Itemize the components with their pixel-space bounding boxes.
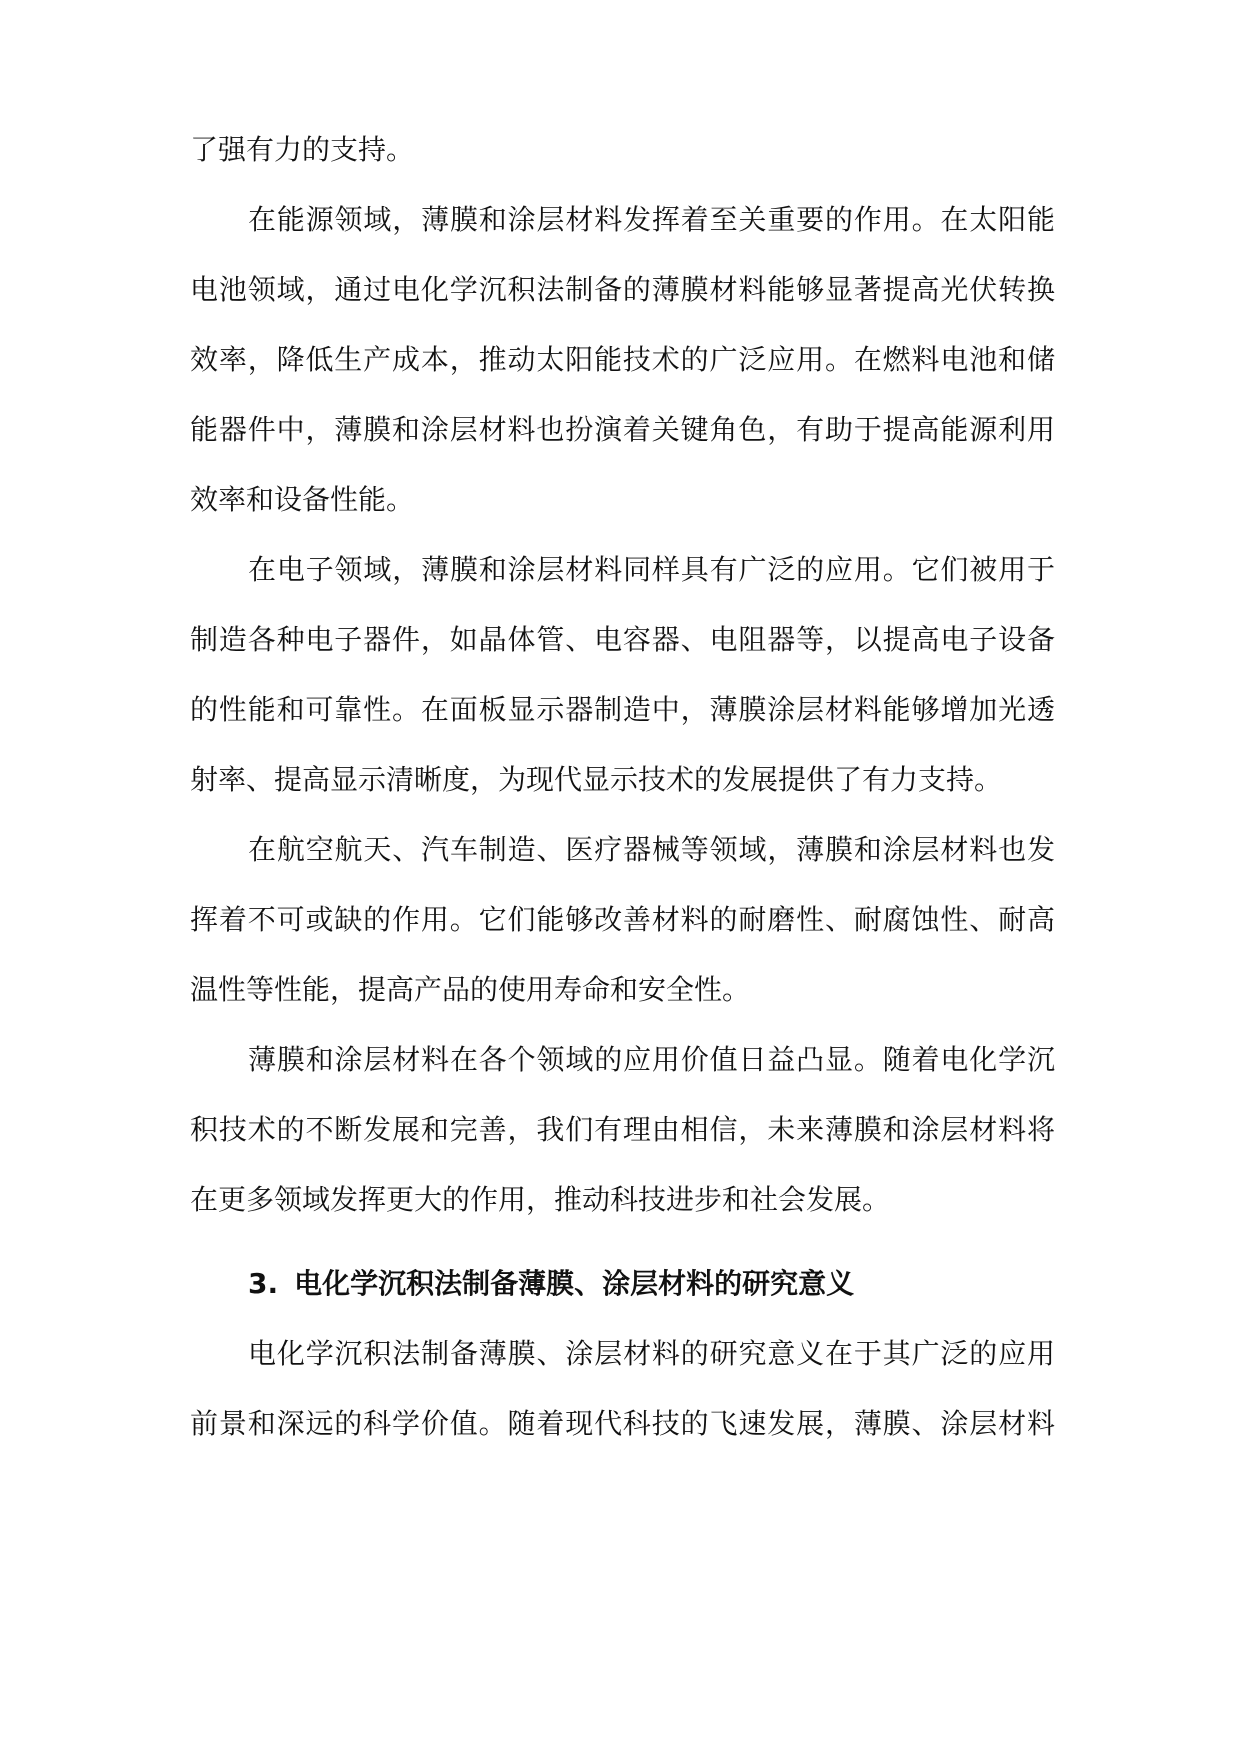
paragraph-line: 前景和深远的科学价值。随着现代科技的飞速发展，薄膜、涂层材料	[190, 1407, 1055, 1440]
paragraph-line: 在更多领域发挥更大的作用，推动科技进步和社会发展。	[190, 1183, 891, 1216]
paragraph-line: 制造各种电子器件，如晶体管、电容器、电阻器等，以提高电子设备	[190, 623, 1055, 656]
paragraph-line: 效率和设备性能。	[190, 483, 415, 516]
paragraph-line: 温性等性能，提高产品的使用寿命和安全性。	[190, 973, 751, 1006]
section-title: 电化学沉积法制备薄膜、涂层材料的研究意义	[294, 1267, 855, 1300]
paragraph-line: 电池领域，通过电化学沉积法制备的薄膜材料能够显著提高光伏转换	[190, 273, 1055, 306]
paragraph-line: 效率，降低生产成本，推动太阳能技术的广泛应用。在燃料电池和储	[190, 343, 1055, 376]
paragraph-line: 了强有力的支持。	[190, 133, 415, 166]
paragraph-line: 薄膜和涂层材料在各个领域的应用价值日益凸显。随着电化学沉	[248, 1043, 1055, 1076]
paragraph-line: 在电子领域，薄膜和涂层材料同样具有广泛的应用。它们被用于	[248, 553, 1055, 586]
section-heading	[248, 1262, 1055, 1306]
paragraph-line: 积技术的不断发展和完善，我们有理由相信，未来薄膜和涂层材料将	[190, 1113, 1055, 1146]
paragraph-line: 挥着不可或缺的作用。它们能够改善材料的耐磨性、耐腐蚀性、耐高	[190, 903, 1055, 936]
paragraph-line: 能器件中，薄膜和涂层材料也扮演着关键角色，有助于提高能源利用	[190, 413, 1055, 446]
section-number: 3.	[248, 1267, 279, 1300]
paragraph-line: 射率、提高显示清晰度，为现代显示技术的发展提供了有力支持。	[190, 763, 1003, 796]
paragraph-line: 电化学沉积法制备薄膜、涂层材料的研究意义在于其广泛的应用	[248, 1337, 1055, 1370]
paragraph-line: 在航空航天、汽车制造、医疗器械等领域，薄膜和涂层材料也发	[248, 833, 1055, 866]
paragraph-line: 在能源领域，薄膜和涂层材料发挥着至关重要的作用。在太阳能	[248, 203, 1055, 236]
paragraph-line: 的性能和可靠性。在面板显示器制造中，薄膜涂层材料能够增加光透	[190, 693, 1055, 726]
